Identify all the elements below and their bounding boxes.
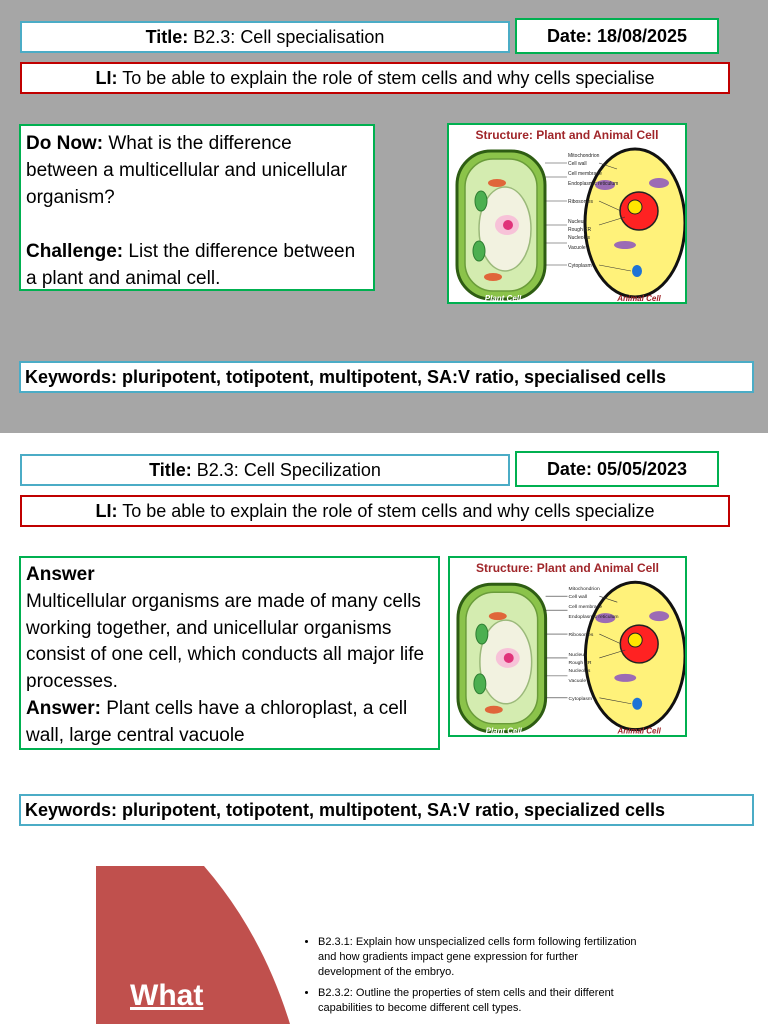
plant-animal-cell-diagram <box>450 558 687 737</box>
answer-1-text: Multicellular organisms are made of many cells working together, and unicellular organisms consist of one cell, which conducts all major life processes. <box>26 590 425 693</box>
svg-text:Cell membrane: Cell membrane <box>568 171 602 177</box>
plant-nucleolus <box>504 653 514 663</box>
svg-text:Mitochondrion: Mitochondrion <box>568 153 600 159</box>
date-box: Date: 18/08/2025 <box>515 18 719 54</box>
svg-text:Vacuole: Vacuole <box>568 245 586 251</box>
animal-cell-label: Animal Cell <box>617 294 661 303</box>
svg-text:Ribosomes: Ribosomes <box>568 633 594 639</box>
svg-text:Cytoplasm: Cytoplasm <box>568 263 592 269</box>
challenge-text: List the difference between a plant and animal cell. <box>26 241 356 289</box>
svg-text:Rough ER: Rough ER <box>568 660 592 666</box>
slide-3 <box>0 853 768 1024</box>
answer-2-label: Answer: <box>26 697 101 719</box>
svg-text:Endoplasmic reticulum: Endoplasmic reticulum <box>568 181 619 187</box>
svg-text:Ribosomes: Ribosomes <box>568 199 594 205</box>
answer-1-label: Answer <box>26 564 95 585</box>
svg-text:Cytoplasm: Cytoplasm <box>568 696 592 702</box>
plant-nucleolus <box>503 220 513 230</box>
chloroplast <box>474 674 486 694</box>
mitochondrion <box>649 178 669 188</box>
slide-1 <box>0 0 768 433</box>
objectives-list <box>300 935 640 1022</box>
challenge-label: Challenge: <box>26 241 124 262</box>
animal-cell-label: Animal Cell <box>617 726 661 736</box>
do-now-label: Do Now: <box>26 133 104 154</box>
title-label: Title: <box>145 26 189 47</box>
svg-text:Cell membrane: Cell membrane <box>568 605 603 611</box>
mitochondrion <box>484 273 502 281</box>
answer-2-text: Plant cells have a chloroplast, a cell wall, large central vacuole <box>26 697 408 746</box>
slide-2 <box>0 433 768 853</box>
svg-text:Nucleus: Nucleus <box>568 219 587 225</box>
title-box <box>20 21 510 53</box>
figure-title: Structure: Plant and Animal Cell <box>476 561 659 575</box>
animal-vacuole <box>632 698 642 710</box>
objective-item: • B2.3.2: Outline the properties of stem cells and their different capabilities to become different cell types. <box>318 986 640 1016</box>
learning-intention-box <box>20 495 730 527</box>
title-text: B2.3: Cell specialisation <box>188 26 385 47</box>
li-text: To be able to explain the role of stem cells and why cells specialize <box>117 500 655 521</box>
mitochondrion <box>614 241 636 249</box>
mitochondrion <box>649 611 669 621</box>
cell-diagram-figure <box>447 123 687 304</box>
animal-nucleolus <box>628 200 642 214</box>
answer-box <box>19 556 440 750</box>
mitochondrion <box>485 706 503 714</box>
date-box: Date: 05/05/2023 <box>515 451 719 487</box>
li-text: To be able to explain the role of stem cells and why cells specialise <box>117 67 655 88</box>
do-now-text: What is the difference between a multicellular and unicellular organism? <box>26 133 348 208</box>
title-text: B2.3: Cell Specilization <box>191 459 381 480</box>
keywords-box: Keywords: pluripotent, totipotent, multipotent, SA:V ratio, specialized cells <box>19 794 754 826</box>
li-label: LI: <box>95 500 118 521</box>
svg-text:Rough ER: Rough ER <box>568 227 592 233</box>
li-label: LI: <box>95 67 118 88</box>
section-heading: What <box>130 979 204 1012</box>
svg-text:Vacuole: Vacuole <box>568 678 587 684</box>
figure-title: Structure: Plant and Animal Cell <box>475 128 659 142</box>
plant-cell-label: Plant Cell <box>484 294 522 303</box>
svg-text:Nucleolus: Nucleolus <box>568 668 591 674</box>
svg-text:Mitochondrion: Mitochondrion <box>568 587 600 593</box>
svg-text:Endoplasmic reticulum: Endoplasmic reticulum <box>568 615 619 621</box>
svg-text:Cell wall: Cell wall <box>568 161 587 167</box>
learning-intention-box <box>20 62 730 94</box>
cell-diagram-figure <box>448 556 687 737</box>
chloroplast <box>475 191 487 211</box>
animal-nucleolus <box>628 633 642 647</box>
do-now-box <box>19 124 375 291</box>
title-box <box>20 454 510 486</box>
svg-text:Nucleus: Nucleus <box>568 652 587 658</box>
mitochondrion <box>489 612 507 620</box>
animal-vacuole <box>632 265 642 277</box>
plant-animal-cell-diagram <box>449 125 687 304</box>
title-label: Title: <box>149 459 192 480</box>
mitochondrion <box>614 674 636 682</box>
chloroplast <box>476 624 488 644</box>
svg-text:Cell wall: Cell wall <box>568 595 588 601</box>
svg-text:Nucleolus: Nucleolus <box>568 235 590 241</box>
keywords-box: Keywords: pluripotent, totipotent, multipotent, SA:V ratio, specialised cells <box>19 361 754 393</box>
mitochondrion <box>488 179 506 187</box>
objective-item: • B2.3.1: Explain how unspecialized cells form following fertilization and how gradients impact gene expression for further development of the embryo. <box>318 935 640 980</box>
chloroplast <box>473 241 485 261</box>
plant-cell-label: Plant Cell <box>485 726 522 736</box>
